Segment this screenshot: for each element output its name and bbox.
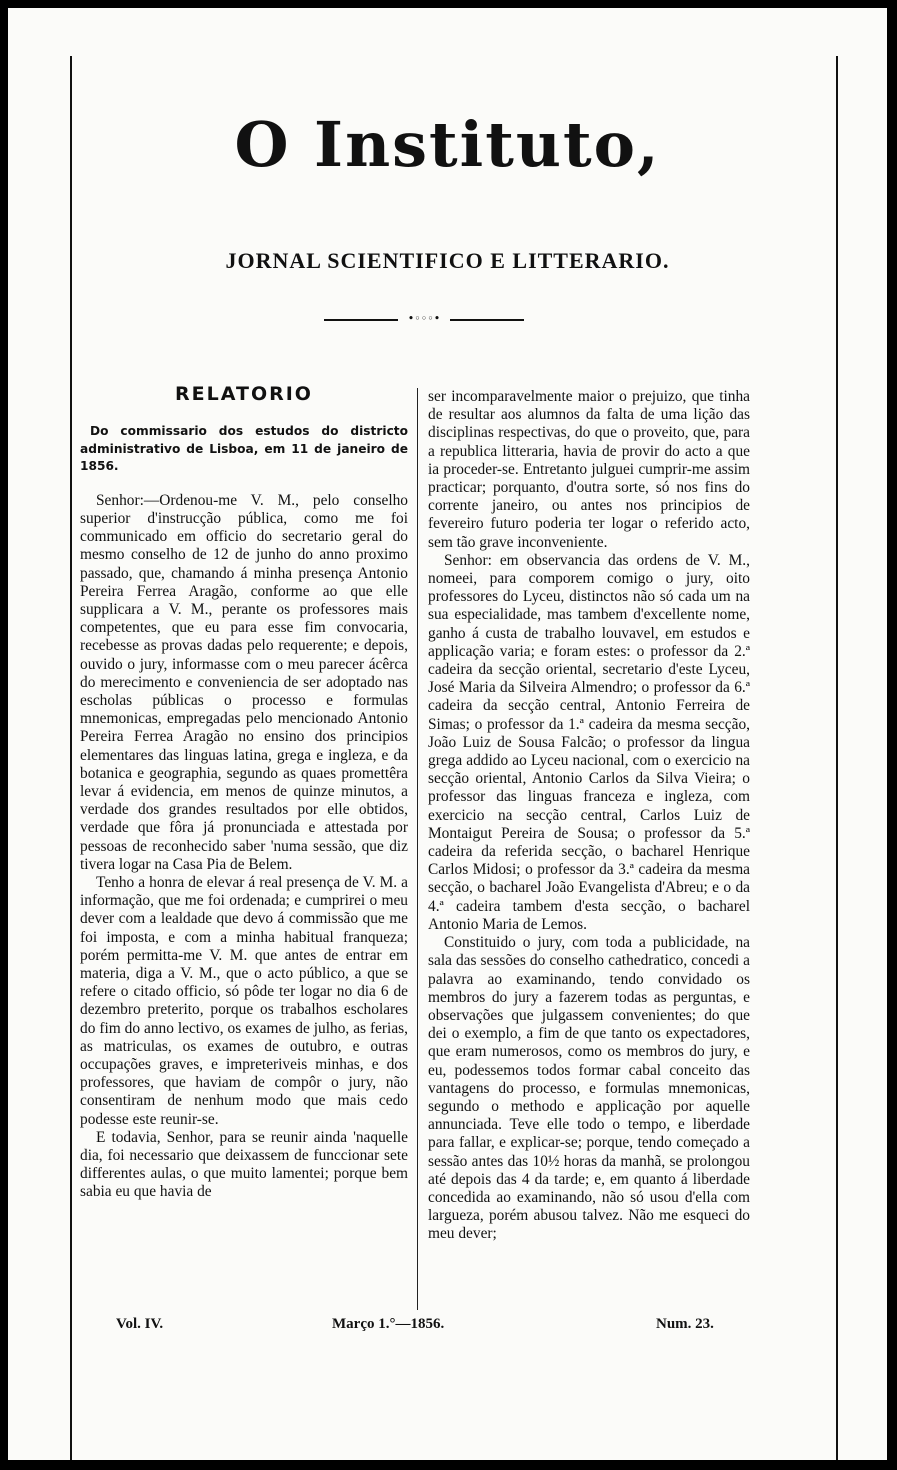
paragraph: Constituido o jury, com toda a publicidade, na sala das sessões do conselho cathedratico, concedi a palavra ao examinando, tendo convidado os membros do jury a fazerem todas as perguntas, e observações que julgassem convenientes; do que dei o exemplo, a fim de que tanto os expectadores, que eram numerosos, como os membros do jury, e eu, podessemos todos formar cabal conceito das vantagens do processo, e formulas mnemonicas, segundo o methodo e applicação por aquelle annunciada. Teve elle todo o tempo, e liberdade para fallar, e explicar-se; porque, tendo começado a sessão antes das 10½ horas da manhã, se prolongou até depois das 4 da tarde; e, em quanto á liberdade concedida ao examinando, não só usou d'ella com largueza, porém abusou talvez. Não me esqueci do meu dever; <box>428 934 750 1243</box>
masthead-title: O Instituto, <box>234 108 661 181</box>
article-subtitle: Do commissario dos estudos do districto administrativo de Lisboa, em 11 de janeiro de 1856. <box>80 424 408 474</box>
ornament-glyph: •◦◦◦• <box>398 312 450 326</box>
article-title: RELATORIO <box>175 383 313 405</box>
paragraph: Senhor: em observancia das ordens de V. M., nomeei, para comporem comigo o jury, oito professores do Lyceu, distinctos não só cada um na sua especialidade, mas tambem d'excellente nome, ganho á custa de trabalho louvavel, em estudos e applicação varia; e foram estes: o professor da 2.ª cadeira da secção oriental, secretario d'este Lyceu, José Maria da Silveira Almendro; o professor da 6.ª cadeira da secção central, Antonio Ferreira de Simas; o professor da 1.ª cadeira da mesma secção, João Luiz de Sousa Falcão; o professor da lingua grega addido ao Lyceu nacional, com o exercicio na secção oriental, Antonio Carlos da Silva Vieira; o professor das linguas franceza e ingleza, com exercicio na secção central, Carlos Luiz de Montaigut Pereira de Sousa; o professor da 5.ª cadeira da referida secção, o bacharel Henrique Carlos Midosi; o professor da 3.ª cadeira da mesma secção, o bacharel João Evangelista d'Abreu; e o da 4.ª cadeira tambem d'esta secção, o bacharel Antonio Maria de Lemos. <box>428 551 750 933</box>
paragraph: Tenho a honra de elevar á real presença de V. M. a informação, que me foi ordenada; e cumprirei o meu dever com a lealdade que devo á commissão que me foi imposta, e com a minha habitual franqueza; porém permitta-me V. M. que antes de entrar em materia, diga a V. M., que o acto público, a que se refere o citado officio, só pôde ter logar no dia 6 de dezembro preterito, porque os trabalhos escholares do fim do anno lectivo, os exames de julho, as ferias, as matriculas, os exames de outubro, e outras occupações graves, e impreteriveis minhas, e dos professores, que haviam de compôr o jury, não consentiram de nenhum modo que mais cedo podesse este reunir-se. <box>80 873 408 1128</box>
paragraph: E todavia, Senhor, para se reunir ainda 'naquelle dia, foi necessario que deixassem de funccionar sete differentes aulas, o que muito lamentei; porque bem sabia eu que havia de <box>80 1128 408 1201</box>
right-column <box>428 388 750 1244</box>
masthead-subtitle: JORNAL SCIENTIFICO E LITTERARIO. <box>225 248 670 273</box>
left-column <box>80 385 408 1202</box>
footer-number: Num. 23. <box>656 1316 714 1332</box>
newspaper-page <box>8 8 887 1460</box>
paragraph: ser incomparavelmente maior o prejuizo, que tinha de resultar aos alumnos da falta de uma lição das disciplinas respectivas, do que o proveito, que, para a republica litteraria, havia de provir do acto a que ia proceder-se. Entretanto julguei cumprir-me assim practicar; porquanto, d'outra sorte, só nos fins do corrente janeiro, ou antes nos principios de fevereiro futuro poderia ter logar o referido acto, sem tão grave inconveniente. <box>428 388 750 551</box>
footer-volume: Vol. IV. <box>116 1316 164 1332</box>
column-divider <box>417 388 418 1310</box>
footer-date: Março 1.°—1856. <box>332 1316 445 1332</box>
paragraph: Senhor:—Ordenou-me V. M., pelo conselho superior d'instrucção pública, como me foi communicado em officio do secretario geral do mesmo conselho de 12 de junho do anno proximo passado, que, chamando á minha presença Antonio Pereira Ferrea Aragão, conforme ao que elle supplicara a V. M., perante os professores mais competentes, que eu para esse fim convocaria, recebesse as provas dadas pelo requerente; e depois, ouvido o jury, informasse com o meu parecer ácêrca do merecimento e conveniencia de ser adoptado nas escholas públicas o processo e formulas mnemonicas, empregadas pelo mencionado Antonio Pereira Ferrea Aragão no ensino dos principios elementares das linguas latina, grega e ingleza, e da botanica e geographia, segundo as quaes promettêra levar á evidencia, em menos de quinze minutos, a verdade dos grandes resultados por elle obtidos, verdade que fôra já pronunciada e attestada por pessoas de reconhecido saber 'numa sessão, que diz tivera logar na Casa Pia de Belem. <box>80 491 408 873</box>
